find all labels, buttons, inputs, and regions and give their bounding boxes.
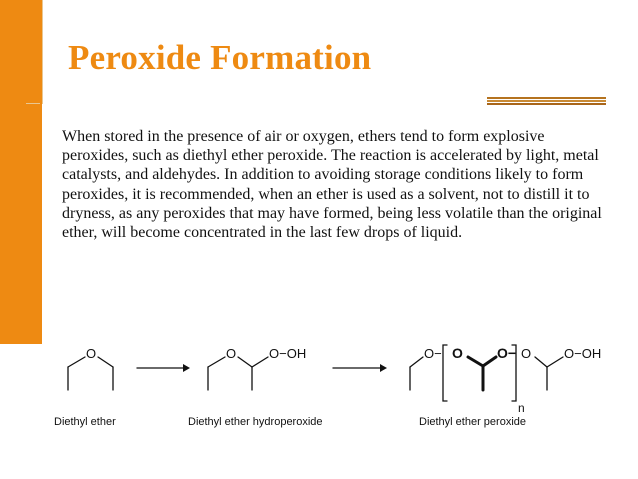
atom-o-peroxide-left: O−: [424, 346, 442, 361]
atom-ooh-hydroperoxide: O−OH: [269, 346, 307, 361]
atom-o-hydroperoxide: O: [226, 346, 237, 361]
title-rule-decoration: [487, 97, 606, 106]
atom-o-peroxide-bold-1: O: [452, 345, 463, 361]
title-rule-left: [26, 103, 40, 104]
reaction-scheme: [0, 330, 638, 440]
repeat-subscript: n: [518, 401, 525, 415]
accent-divider-line: [42, 0, 43, 104]
atom-o-peroxide-right: O: [521, 346, 532, 361]
label-peroxide: Diethyl ether peroxide: [419, 416, 527, 428]
atom-o-peroxide-bold-2: O−: [497, 345, 517, 361]
label-diethyl-ether: Diethyl ether: [54, 416, 116, 428]
slide-title: Peroxide Formation: [68, 38, 372, 77]
atom-ooh-peroxide: O−OH: [564, 346, 602, 361]
label-hydroperoxide: Diethyl ether hydroperoxide: [188, 416, 323, 428]
atom-o-ether: O: [86, 346, 97, 361]
slide-body-text: When stored in the presence of air or oxygen, ethers tend to form explosive peroxides, such as diethyl ether peroxide. The reaction is accelerated by light, metal catalysts, and aldehydes. In addition to avoiding storage conditions likely to form peroxides, it is recommended, when an ether is used as a solvent, not to distill it to dryness, as any peroxides that may have formed, being less volatile than the original ether, will become concentrated in the last few drops of liquid.: [62, 128, 602, 242]
accent-sidebar: [0, 0, 42, 344]
